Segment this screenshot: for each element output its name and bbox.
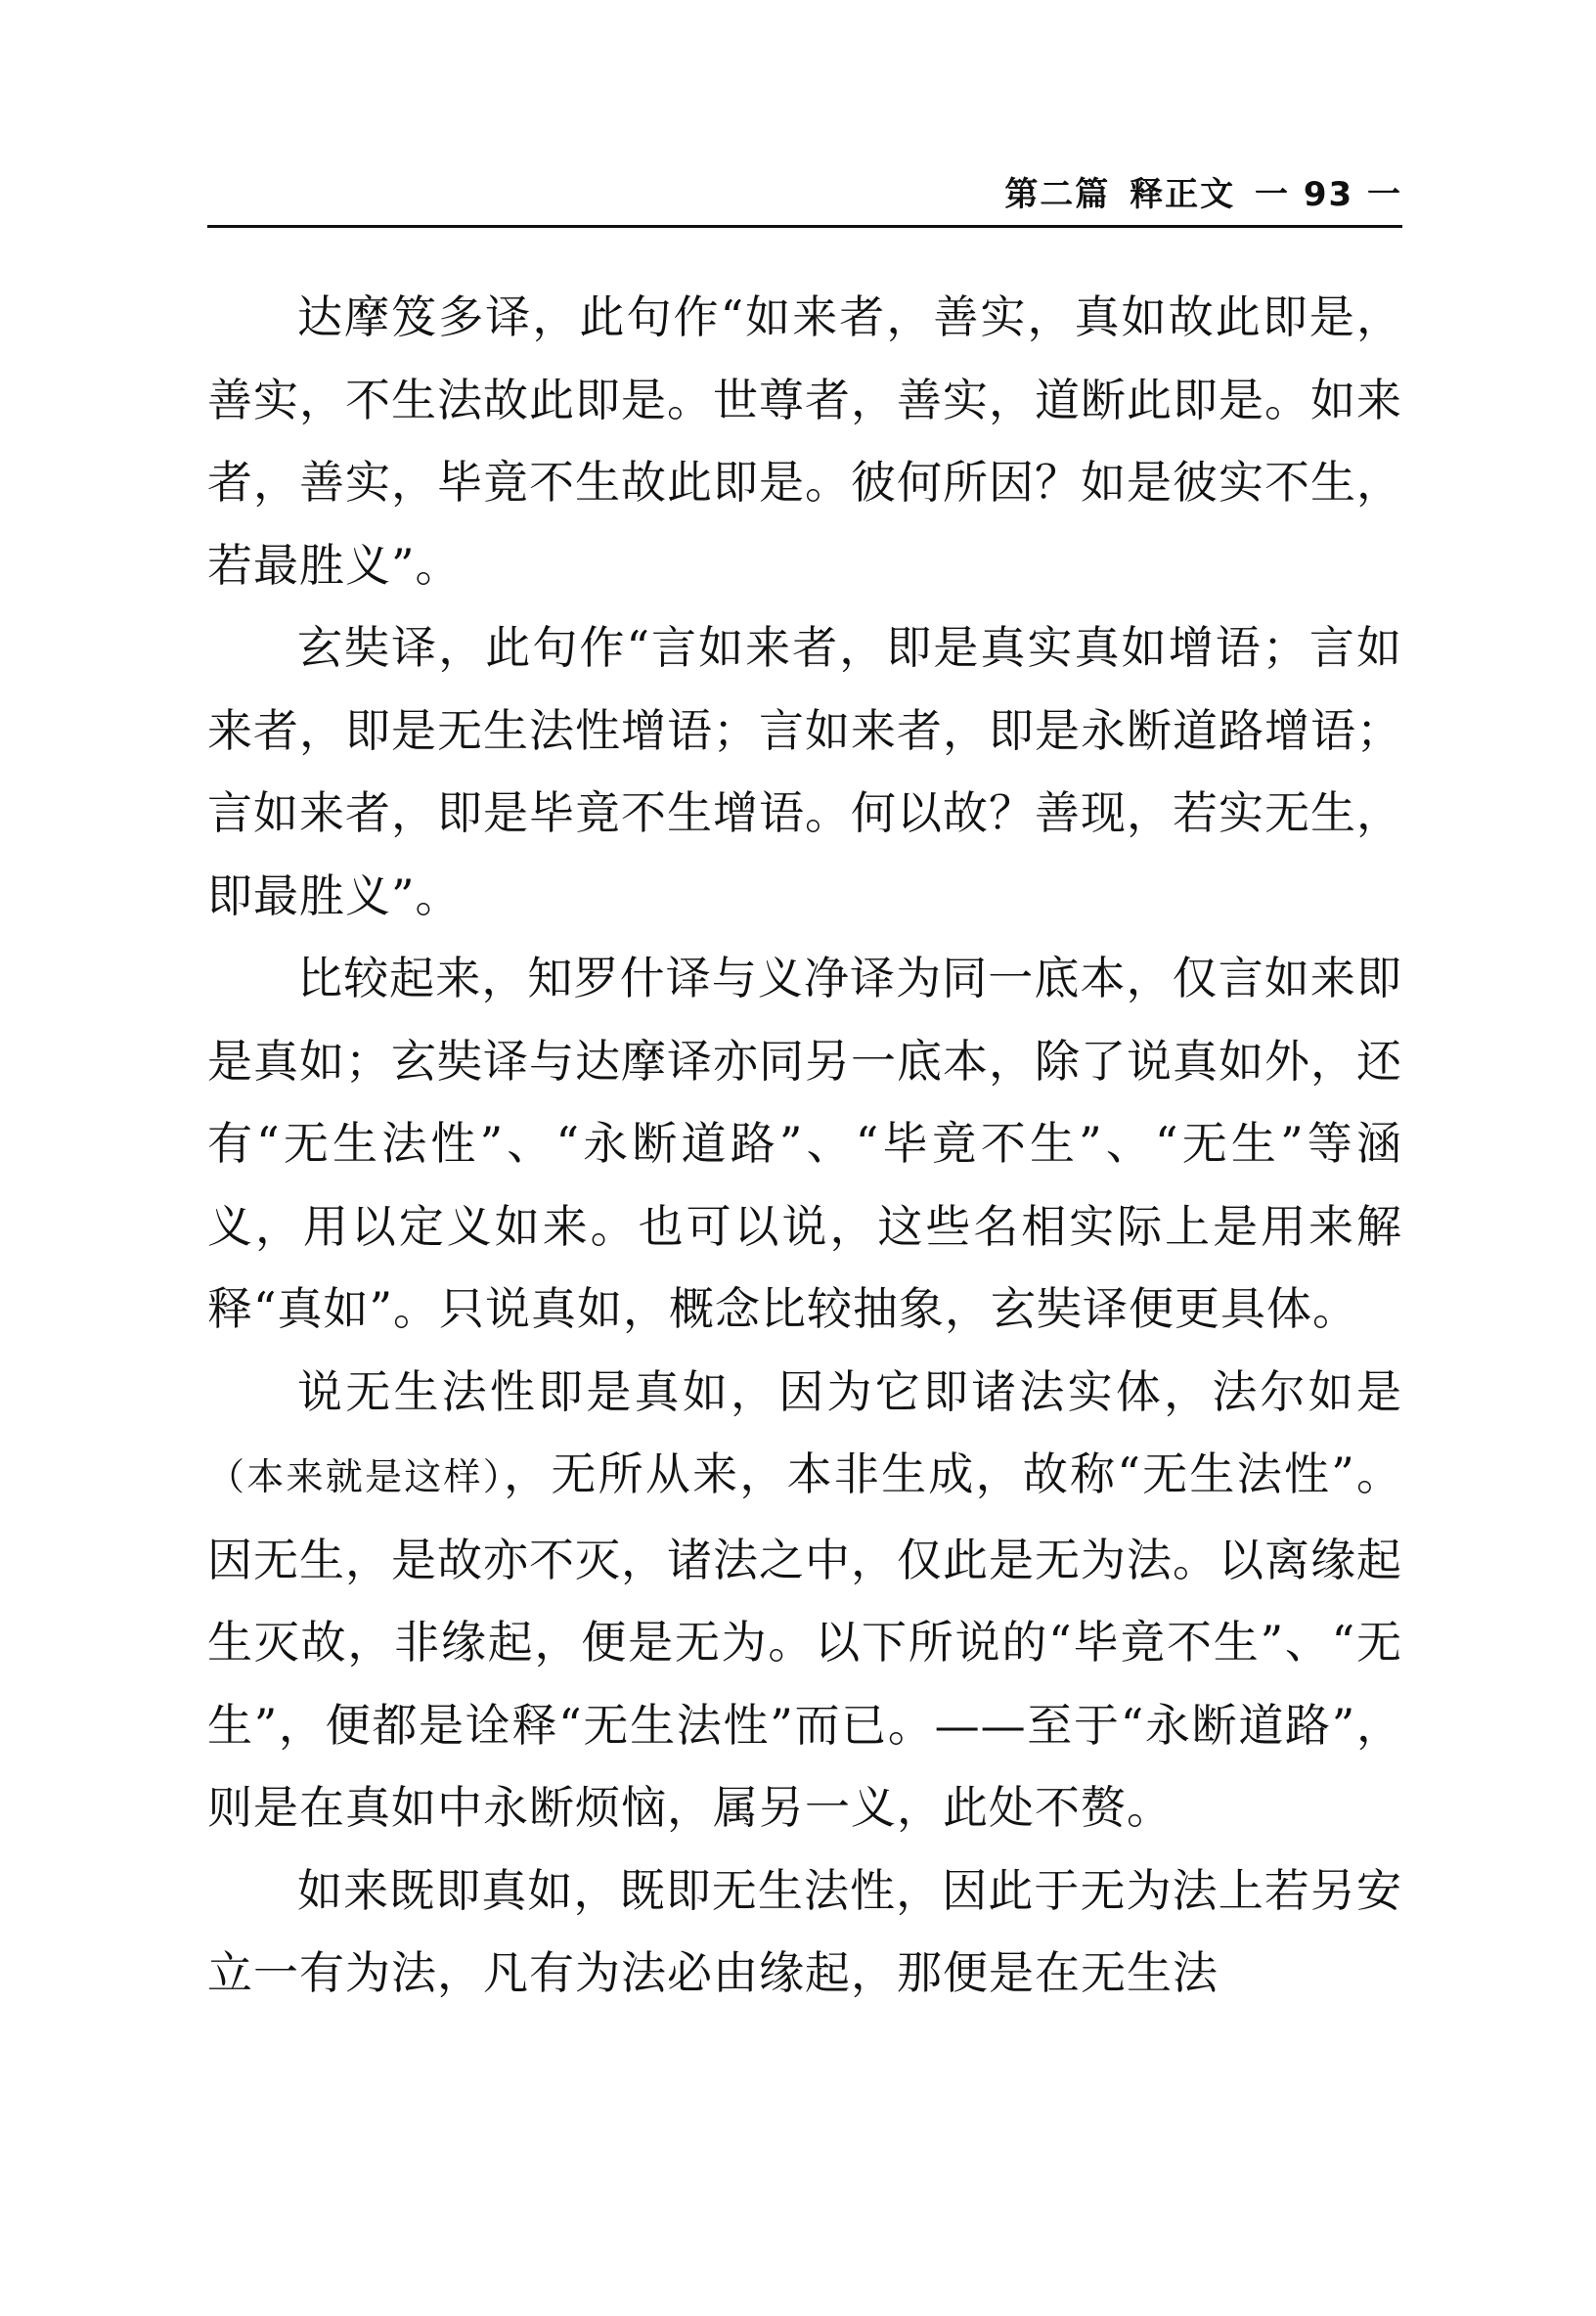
parenthetical-note: （本来就是这样） [207,1455,505,1498]
header-section: 第二篇 [1004,175,1111,214]
paragraph: 达摩笈多译，此句作“如来者，善实，真如故此即是，善实，不生法故此即是。世尊者，善实，道断此即是。如来者，善实，毕竟不生故此即是。彼何所因？如是彼实不生，若最胜义”。 [207,290,1402,592]
running-header [207,172,1402,228]
paragraph: 如来既即真如，既即无生法性，因此于无为法上若另安立一有为法，凡有为法必由缘起，那便是在无生法 [207,1863,1402,1999]
body-text [207,276,1402,2015]
header-page-number: 一 93 一 [1255,175,1402,214]
paragraph: 比较起来，知罗什译与义净译为同一底本，仅言如来即是真如；玄奘译与达摩译亦同另一底本，除了说真如外，还有“无生法性”、“永断道路”、“毕竟不生”、“无生”等涵义，用以定义如来。也可以说，这些名相实际上是用来解释“真如”。只说真如，概念比较抽象，玄奘译便更具体。 [207,952,1402,1335]
paragraph [207,1351,1402,1849]
paragraph-text: 说无生法性即是真如，因为它即诸法实体，法尔如是 [297,1364,1402,1418]
header-chapter: 释正文 [1130,175,1236,214]
paragraph: 玄奘译，此句作“言如来者，即是真实真如增语；言如来者，即是无生法性增语；言如来者，即是永断道路增语；言如来者，即是毕竟不生增语。何以故？善现，若实无生，即最胜义”。 [207,621,1402,922]
paragraph-text: ，无所从来，本非生成，故称“无生法性”。因无生，是故亦不灭，诸法之中，仅此是无为法。以离缘起生灭故，非缘起，便是无为。以下所说的“毕竟不生”、“无生”，便都是诠释“无生法性”而已。——至于“永断道路”，则是在真如中永断烦恼，属另一义，此处不赘。 [207,1448,1402,1834]
book-page [207,0,1402,2316]
